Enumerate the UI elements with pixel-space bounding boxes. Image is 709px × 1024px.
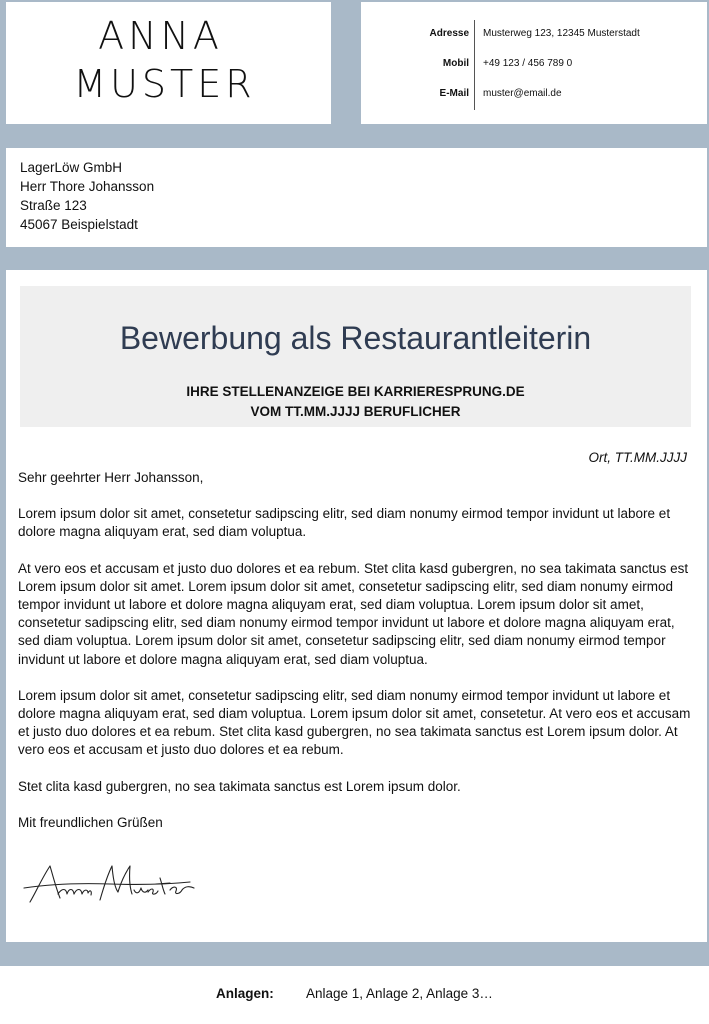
attachments-value: Anlage 1, Anlage 2, Anlage 3…	[306, 986, 493, 1001]
letter-panel	[6, 270, 707, 942]
paragraph: Stet clita kasd gubergren, no sea takimata sanctus est Lorem ipsum dolor.	[18, 778, 461, 794]
recipient-street: Straße 123	[20, 198, 87, 213]
contact-value: muster@email.de	[483, 88, 562, 99]
contact-row-address	[361, 28, 707, 48]
name-panel	[6, 2, 331, 124]
signature-image	[20, 858, 200, 910]
contact-row-email	[361, 88, 707, 108]
contact-value: +49 123 / 456 789 0	[483, 58, 573, 69]
paragraph: Lorem ipsum dolor sit amet, consetetur sadipscing elitr, sed diam nonumy eirmod tempor invidunt ut labore et dolore magna aliquyam erat, sed diam voluptua. Lorem ipsum dolor sit amet, consetetur. At vero eos et accusam et justo duo dolores et ea rebum. Stet clita kasd gubergren, no sea takimata sanctus est Lorem ipsum dolor. At vero eos et accusam et justo duo dolores et ea rebum.	[18, 687, 691, 758]
recipient-address	[20, 158, 154, 234]
contact-row-mobile	[361, 58, 707, 78]
contact-value: Musterweg 123, 12345 Musterstadt	[483, 28, 640, 39]
recipient-company: LagerLöw GmbH	[20, 160, 123, 175]
contact-panel	[361, 2, 707, 124]
salutation: Sehr geehrter Herr Johansson,	[18, 470, 204, 485]
attachments-label: Anlagen:	[216, 986, 274, 1001]
title-box	[20, 286, 691, 427]
paragraph: Lorem ipsum dolor sit amet, consetetur sadipscing elitr, sed diam nonumy eirmod tempor invidunt ut labore et dolore magna aliquyam erat, sed diam voluptua.	[18, 506, 671, 540]
contact-label: Mobil	[442, 58, 469, 69]
subtitle-line: VOM TT.MM.JJJJ BERUFLICHER	[250, 404, 461, 419]
paragraph: At vero eos et accusam et justo duo dolores et ea rebum. Stet clita kasd gubergren, no sea takimata sanctus est Lorem ipsum dolor sit amet. Lorem ipsum dolor sit amet, consetetur sadipscing elitr, sed diam nonumy eirmod tempor invidunt ut labore et dolore magna aliquyam erat, sed diam voluptua. Lorem ipsum dolor sit amet, consetetur sadipscing elitr, sed diam nonumy eirmod tempor invidunt ut labore et dolore magna aliquyam erat, sed diam voluptua. Lorem ipsum dolor sit amet, consetetur sadipscing elitr, sed diam nonumy eirmod tempor invidunt ut labore et dolore magna aliquyam erat, sed diam voluptua.	[18, 560, 689, 667]
letter-title: Bewerbung als Restaurantleiterin	[119, 320, 592, 356]
first-name: ANNA	[98, 14, 223, 58]
last-name: MUSTER	[73, 62, 256, 106]
recipient-person: Herr Thore Johansson	[20, 179, 155, 194]
contact-label: E-Mail	[439, 88, 469, 99]
place-date: Ort, TT.MM.JJJJ	[588, 450, 687, 465]
letter-subtitle	[20, 382, 691, 422]
recipient-city: 45067 Beispielstadt	[20, 217, 138, 232]
contact-label: Adresse	[429, 28, 469, 39]
letter-body	[18, 469, 694, 832]
subtitle-line: IHRE STELLENANZEIGE BEI KARRIERESPRUNG.DE	[186, 384, 525, 399]
closing: Mit freundlichen Grüßen	[18, 814, 163, 830]
recipient-panel	[6, 148, 707, 247]
attachments-panel	[0, 966, 709, 1024]
